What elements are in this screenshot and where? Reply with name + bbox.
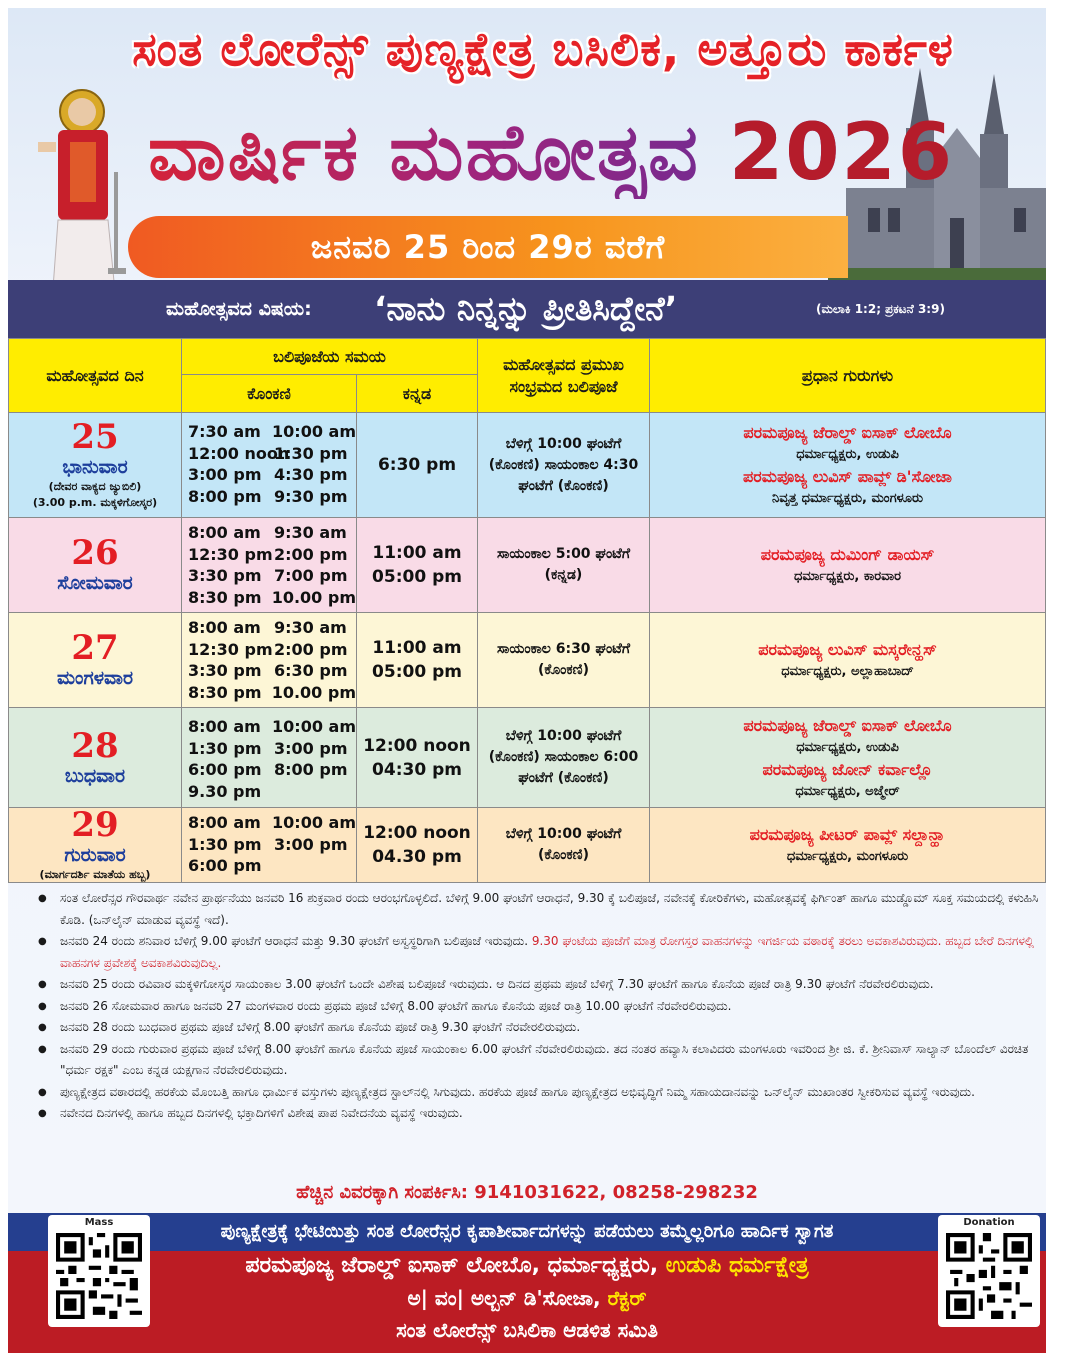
festal-mass-27: ಸಾಯಂಕಾಲ 6:30 ಘಂಟೆಗೆ (ಕೊಂಕಣಿ) <box>478 613 650 708</box>
festival-dates: ಜನವರಿ 25 ರಿಂದ 29ರ ವರೆಗೆ <box>310 228 666 266</box>
priests-25 <box>650 413 1046 518</box>
mass-time: 3:30 pm <box>188 661 262 680</box>
priest-title: ಧರ್ಮಾಧ್ಯಕ್ಷರು, ಕಾರವಾರ <box>794 569 901 584</box>
note-highlight: 9.30 ಘಂಟೆಯ ಪೂಜೆಗೆ ಮಾತ್ರ ರೋಗಸ್ತರ ವಾಹನಗಳನ್ನು ಇಗರ್ಜಿಯ ವಠಾರಕ್ಕೆ ತರಲು ಅವಕಾಶವಿರುವುದು. ಹಬ್ಬದ ಬೇರೆ ದಿನಗಳಲ್ಲಿ ವಾಹನಗಳ ಪ್ರವೇಶಕ್ಕೆ ಅವಕಾಶವಿರುವುದಿಲ್ಲ. <box>60 934 1034 970</box>
festival-poster <box>8 8 1046 1353</box>
theme-text: ‘ನಾನು ನಿನ್ನನ್ನು ಪ್ರೀತಿಸಿದ್ದೇನೆ’ <box>374 289 678 328</box>
kannada-times-27 <box>357 613 478 708</box>
rector-title: ರೆಕ್ಟರ್ <box>607 1286 647 1310</box>
header-kannada: ಕನ್ನಡ <box>357 375 478 413</box>
priest-name: ಪರಮಪೂಜ್ಯ ಪೀಟರ್ ಪಾವ್ಲ್ ಸಲ್ದಾನ್ಹಾ <box>749 825 946 844</box>
mass-time: 3:30 pm <box>188 566 262 585</box>
basilica-title: ಸಂತ ಲೋರೆನ್ಸ್ ಪುಣ್ಯಕ್ಷೇತ್ರ ಬಸಿಲಿಕ, ಅತ್ತೂರು ಕಾರ್ಕಳ <box>132 22 954 76</box>
qr-icon <box>56 1233 142 1319</box>
konkani-times-25 <box>182 413 357 518</box>
donation-qr-code[interactable] <box>938 1215 1040 1327</box>
priests-28 <box>650 708 1046 808</box>
note-item: ● ಸಂತ ಲೋರೆನ್ಸರ ಗೌರವಾರ್ಥ ನವೇನ ಪ್ರಾರ್ಥನೆಯು ಜನವರಿ 16 ಶುಕ್ರವಾರ ರಂದು ಆರಂಭಗೊಳ್ಳಲಿದೆ. ಬೆಳಿಗ್ಗೆ 9.00 ಘಂಟೆಗೆ ಆರಾಧನೆ, 9.30 ಕ್ಕೆ ಬಲಿಪೂಜೆ, ನವೇನಕ್ಕೆ ಕೋರಿಕೆಗಳು, ಮಹೋತ್ಸವಕ್ಕೆ ಫಿರ್ಗಿಂತ್ ಹಾಗೂ ಮುಡ್ಡೊಮ್ ಸೂಕ್ತ ಸಮಯದಲ್ಲಿ ಕಳುಹಿಸಿ ಕೊಡಿ. (ಒನ್‌ಲೈನ್ ಮಾಡುವ ವ್ಯವಸ್ಥೆ ಇದೆ). <box>32 888 1042 931</box>
mass-time: 6:00 pm <box>188 856 262 875</box>
mass-time: 8:30 pm <box>188 587 262 607</box>
theme-reference: (ಮಲಾಕಿ 1:2; ಪ್ರಕಟನೆ 3:9) <box>816 302 945 316</box>
kannada-times-25 <box>357 413 478 518</box>
priest-title: ಧರ್ಮಾಧ್ಯಕ್ಷರು, ಉಡುಪಿ <box>796 447 899 462</box>
festival-title <box>148 108 955 199</box>
mass-time: 9:30 pm <box>274 486 348 506</box>
day-number: 25 <box>71 417 119 457</box>
theme-label: ಮಹೋತ್ಸವದ ವಿಷಯ: <box>166 298 312 320</box>
header-festival-day: ಮಹೋತ್ಸವದ ದಿನ <box>8 338 182 413</box>
mass-schedule-table <box>8 338 1046 883</box>
day-number: 28 <box>71 725 119 766</box>
mass-time: 1:30 pm <box>274 443 348 463</box>
mass-time: 9:30 am <box>274 523 347 542</box>
konkani-times-26 <box>182 518 357 613</box>
mass-time: 8:00 am <box>188 618 261 637</box>
notes-section <box>32 888 1042 1125</box>
day-cell-26 <box>8 518 182 613</box>
mass-time: 3:00 pm <box>274 738 348 758</box>
mass-time: 3:00 pm <box>274 834 348 854</box>
priest-name: ಪರಮಪೂಜ್ಯ ಜೆರಾಲ್ಡ್ ಐಸಾಕ್ ಲೋಬೊ <box>743 715 952 735</box>
priest-title: ಧರ್ಮಾಧ್ಯಕ್ಷರು, ಅಜ್ಮೇರ್ <box>795 783 900 799</box>
mass-time: 8:00 am <box>188 717 261 736</box>
mass-time: 10:00 am <box>272 422 356 441</box>
date-banner <box>128 216 848 278</box>
priest-title: ಧರ್ಮಾಧ್ಯಕ್ಷರು, ಅಲ್ಲಾಹಾಬಾದ್ <box>781 664 914 679</box>
welcome-text: ಪುಣ್ಯಕ್ಷೇತ್ರಕ್ಕೆ ಭೇಟಿಯಿತ್ತು ಸಂತ ಲೋರೆನ್ಸರ ಕೃಪಾಶೀರ್ವಾದಗಳನ್ನು ಪಡೆಯಲು ತಮ್ಮೆಲ್ಲರಿಗೂ ಹಾರ್ದಿಕ ಸ್ವಾಗತ <box>220 1221 834 1242</box>
contact-info: ಹೆಚ್ಚಿನ ವಿವರಕ್ಕಾಗಿ ಸಂಪರ್ಕಿಸಿ: 9141031622, 08258-298232 <box>296 1182 758 1203</box>
festival-title-text: ವಾರ್ಷಿಕ ಮಹೋತ್ಸವ <box>148 108 700 198</box>
day-name: ಭಾನುವಾರ <box>62 456 128 478</box>
bishop-name: ಪರಮಪೂಜ್ಯ ಜೆರಾಲ್ಡ್ ಐಸಾಕ್ ಲೋಬೊ, ಧರ್ಮಾಧ್ಯಕ್ಷರು, <box>245 1253 659 1278</box>
diocese-name: ಉಡುಪಿ ಧರ್ಮಕ್ಷೇತ್ರ <box>665 1253 809 1278</box>
mass-time: 11:00 am <box>372 543 462 563</box>
priest-title: ಧರ್ಮಾಧ್ಯಕ್ಷರು, ಮಂಗಳೂರು <box>786 849 909 864</box>
theme-banner <box>8 280 1046 338</box>
note-item: ● ನವೇನದ ದಿನಗಳಲ್ಲಿ ಹಾಗೂ ಹಬ್ಬದ ದಿನಗಳಲ್ಲಿ ಭಕ್ತಾದಿಗಳಿಗೆ ವಿಶೇಷ ಪಾಪ ನಿವೇದನೆಯ ವ್ಯವಸ್ಥೆ ಇರುವುದು. <box>32 1103 1042 1125</box>
priest-title: ನಿವೃತ್ತ ಧರ್ಮಾಧ್ಯಕ್ಷರು, ಮಂಗಳೂರು <box>772 491 923 506</box>
mass-time: 8:00 pm <box>274 760 348 779</box>
mass-time: 12:30 pm <box>188 544 273 564</box>
day-name: ಗುರುವಾರ <box>64 844 126 866</box>
mass-time: 05:00 pm <box>372 567 462 587</box>
day-number: 29 <box>71 808 119 845</box>
note-item: ● ಜನವರಿ 28 ರಂದು ಬುಧವಾರ ಪ್ರಥಮ ಪೂಜೆ ಬೆಳಿಗ್ಗೆ 8.00 ಘಂಟೆಗೆ ಹಾಗೂ ಕೊನೆಯ ಪೂಜೆ ರಾತ್ರಿ 9.30 ಘಂಟೆಗೆ ನೆರವೇರಲಿರುವುದು. <box>32 1017 1042 1039</box>
day-cell-29 <box>8 808 182 883</box>
mass-time: 9.30 pm <box>188 781 262 801</box>
mass-time: 04:30 pm <box>372 759 462 780</box>
festal-mass-25: ಬೆಳಿಗ್ಗೆ 10:00 ಘಂಟೆಗೆ (ಕೊಂಕಣಿ) ಸಾಯಂಕಾಲ 4:30 ಘಂಟೆಗೆ (ಕೊಂಕಣಿ) <box>478 413 650 518</box>
mass-time: 6:30 pm <box>377 455 457 475</box>
day-number: 26 <box>71 533 119 573</box>
priest-name: ಪರಮಪೂಜ್ಯ ಲುವಿಸ್ ಮಸ್ಕರೇನ್ಹಸ್ <box>758 640 937 659</box>
mass-time: 1:30 pm <box>188 834 262 854</box>
mass-time: 2:00 pm <box>274 544 348 564</box>
mass-time: 04.30 pm <box>372 847 462 867</box>
priest-name: ಪರಮಪೂಜ್ಯ ಜೆರಾಲ್ಡ್ ಐಸಾಕ್ ಲೋಬೊ <box>743 423 952 442</box>
priest-name: ಪರಮಪೂಜ್ಯ ಜೋನ್ ಕರ್ವಾಲ್ಲೊ <box>762 759 933 779</box>
qr-label: Mass <box>84 1217 114 1228</box>
mass-time: 11:00 am <box>372 638 462 658</box>
bishop-line <box>8 1253 1046 1278</box>
festal-mass-28: ಬೆಳಿಗ್ಗೆ 10:00 ಘಂಟೆಗೆ (ಕೊಂಕಣಿ) ಸಾಯಂಕಾಲ 6:00 ಘಂಟೆಗೆ (ಕೊಂಕಣಿ) <box>478 708 650 808</box>
mass-time: 10:00 am <box>272 717 356 736</box>
mass-time: 9:30 am <box>274 618 347 637</box>
rector-line <box>8 1286 1046 1310</box>
kannada-times-26 <box>357 518 478 613</box>
qr-label: Donation <box>963 1217 1015 1228</box>
mass-time: 3:00 pm <box>188 465 262 484</box>
mass-qr-code[interactable] <box>48 1215 150 1327</box>
mass-time: 12:30 pm <box>188 639 273 659</box>
priest-name: ಪರಮಪೂಜ್ಯ ಲುವಿಸ್ ಪಾವ್ಲ್ ಡಿ'ಸೋಜಾ <box>743 467 952 486</box>
mass-time: 4:30 pm <box>274 465 348 484</box>
mass-time: 6:30 pm <box>274 661 348 680</box>
header-konkani: ಕೊಂಕಣಿ <box>182 375 357 413</box>
day-name: ಮಂಗಳವಾರ <box>56 667 134 689</box>
day-note: (ದೇವರ ವಾಕ್ಯದ ಜ್ಯುಬಿಲಿ) <box>48 480 142 493</box>
konkani-times-27 <box>182 613 357 708</box>
kannada-times-28 <box>357 708 478 808</box>
priests-29 <box>650 808 1046 883</box>
note-item <box>32 931 1042 974</box>
priest-name: ಪರಮಪೂಜ್ಯ ದುಮಿಂಗ್ ಡಾಯಸ್ <box>760 545 935 564</box>
priest-title: ಧರ್ಮಾಧ್ಯಕ್ಷರು, ಉಡುಪಿ <box>796 739 899 755</box>
committee-name: ಸಂತ ಲೋರೆನ್ಸ್ ಬಸಿಲಿಕಾ ಆಡಳಿತ ಸಮಿತಿ <box>396 1318 658 1342</box>
day-note: (ಮಾರ್ಗದರ್ಶಿ ಮಾತೆಯ ಹಬ್ಬ) <box>39 868 151 881</box>
rector-name: ಅ| ವಂ| ಅಲ್ಬನ್ ಡಿ'ಸೋಜಾ, <box>407 1286 601 1310</box>
day-cell-25 <box>8 413 182 518</box>
mass-time: 1:30 pm <box>188 738 262 758</box>
mass-time: 10.00 pm <box>271 682 356 702</box>
konkani-times-28 <box>182 708 357 808</box>
priests-27 <box>650 613 1046 708</box>
mass-time: 12:00 noon <box>363 735 471 756</box>
day-cell-27 <box>8 613 182 708</box>
day-cell-28 <box>8 708 182 808</box>
mass-time: 8:00 pm <box>188 486 262 506</box>
qr-icon <box>946 1233 1032 1319</box>
header-festal-mass: ಮಹೋತ್ಸವದ ಪ್ರಮುಖ ಸಂಭ್ರಮದ ಬಲಿಪೂಜೆ <box>478 338 650 413</box>
festal-mass-29: ಬೆಳಿಗ್ಗೆ 10:00 ಘಂಟೆಗೆ (ಕೊಂಕಣಿ) <box>478 808 650 883</box>
mass-time: 12:00 noon <box>188 443 290 463</box>
mass-time: 7:00 pm <box>274 566 348 585</box>
mass-time: 8:30 pm <box>188 682 262 702</box>
note-item: ● ಜನವರಿ 25 ರಂದು ರವಿವಾರ ಮಕ್ಕಳಿಗೋಸ್ಕರ ಸಾಯಂಕಾಲ 3.00 ಘಂಟೆಗೆ ಒಂದೇ ವಿಶೇಷ ಬಲಿಪೂಜೆ ಇರುವುದು. ಆ ದಿನದ ಪ್ರಥಮ ಪೂಜೆ ಬೆಳಿಗ್ಗೆ 7.30 ಘಂಟೆಗೆ ಹಾಗೂ ಕೊನೆಯ ಪೂಜೆ ರಾತ್ರಿ 9.30 ಘಂಟೆಗೆ ನೆರವೇರಲಿರುವುದು. <box>32 974 1042 996</box>
mass-time: 7:30 am <box>188 422 261 441</box>
mass-time: 10:00 am <box>272 813 356 832</box>
mass-time: 2:00 pm <box>274 639 348 659</box>
festival-year: 2026 <box>728 108 955 198</box>
mass-time: 05:00 pm <box>372 662 462 682</box>
note-item: ● ಜನವರಿ 29 ರಂದು ಗುರುವಾರ ಪ್ರಥಮ ಪೂಜೆ ಬೆಳಿಗ್ಗೆ 8.00 ಘಂಟೆಗೆ ಹಾಗೂ ಕೊನೆಯ ಪೂಜೆ ಸಾಯಂಕಾಲ 6.00 ಘಂಟೆಗೆ ನೆರವೇರಲಿರುವುದು. ತದ ನಂತರ ಹವ್ಯಾಸಿ ಕಲಾವಿದರು ಮಂಗಳೂರು ಇವರಿಂದ ಶ್ರೀ ಜಿ. ಕೆ. ಶ್ರೀನಿವಾಸ್ ಸಾಲ್ಯಾನ್ ಬೊಂದೆಲ್ ವಿರಚಿತ "ಧರ್ಮ ರಕ್ಷಕ" ಎಂಬ ಕನ್ನಡ ಯಕ್ಷಗಾನ ನೆರವೇರಲಿರುವುದು. <box>32 1039 1042 1082</box>
festal-mass-26: ಸಾಯಂಕಾಲ 5:00 ಘಂಟೆಗೆ (ಕನ್ನಡ) <box>478 518 650 613</box>
kannada-times-29 <box>357 808 478 883</box>
header-mass-time: ಬಲಿಪೂಜೆಯ ಸಮಯ <box>182 338 478 375</box>
note-text: ಜನವರಿ 24 ರಂದು ಶನಿವಾರ ಬೆಳಿಗ್ಗೆ 9.00 ಘಂಟೆಗೆ ಆರಾಧನೆ ಮತ್ತು 9.30 ಘಂಟೆಗೆ ಅಸ್ವಸ್ಥರಿಗಾಗಿ ಬಲಿಪೂಜೆ ಇರುವುದು. <box>60 934 529 948</box>
mass-time: 12:00 noon <box>363 823 471 843</box>
day-name: ಸೋಮವಾರ <box>57 572 133 594</box>
konkani-times-29 <box>182 808 357 883</box>
note-item: ● ಪುಣ್ಯಕ್ಷೇತ್ರದ ವಠಾರದಲ್ಲಿ ಹರಕೆಯ ಮೊಂಬತ್ತಿ ಹಾಗೂ ಧಾರ್ಮಿಕ ವಸ್ತುಗಳು ಪುಣ್ಯಕ್ಷೇತ್ರದ ಸ್ಟಾಲ್‌ನಲ್ಲಿ ಸಿಗುವುದು. ಹರಕೆಯ ಪೂಜೆ ಹಾಗೂ ಪುಣ್ಯಕ್ಷೇತ್ರದ ಅಭಿವೃದ್ಧಿಗೆ ನಿಮ್ಮ ಸಹಾಯದಾನವನ್ನು ಒನ್‌ಲೈನ್ ಮುಖಾಂತರ ಸ್ವೀಕರಿಸುವ ವ್ಯವಸ್ಥೆ ಇರುವುದು. <box>32 1082 1042 1104</box>
day-note: (3.00 p.m. ಮಕ್ಕಳಿಗೋಸ್ಕರ) <box>32 496 158 509</box>
mass-time: 8:00 am <box>188 813 261 832</box>
mass-time: 6:00 pm <box>188 760 262 779</box>
mass-time: 10.00 pm <box>271 587 356 607</box>
day-name: ಬುಧವಾರ <box>64 764 126 787</box>
priests-26 <box>650 518 1046 613</box>
note-item: ● ಜನವರಿ 26 ಸೋಮವಾರ ಹಾಗೂ ಜನವರಿ 27 ಮಂಗಳವಾರ ರಂದು ಪ್ರಥಮ ಪೂಜೆ ಬೆಳಿಗ್ಗೆ 8.00 ಘಂಟೆಗೆ ಹಾಗೂ ಕೊನೆಯ ಪೂಜೆ ರಾತ್ರಿ 10.00 ಘಂಟೆಗೆ ನೆರವೇರಲಿರುವುದು. <box>32 996 1042 1018</box>
mass-time: 8:00 am <box>188 523 261 542</box>
header-main-priests: ಪ್ರಧಾನ ಗುರುಗಳು <box>650 338 1046 413</box>
day-number: 27 <box>71 628 119 668</box>
